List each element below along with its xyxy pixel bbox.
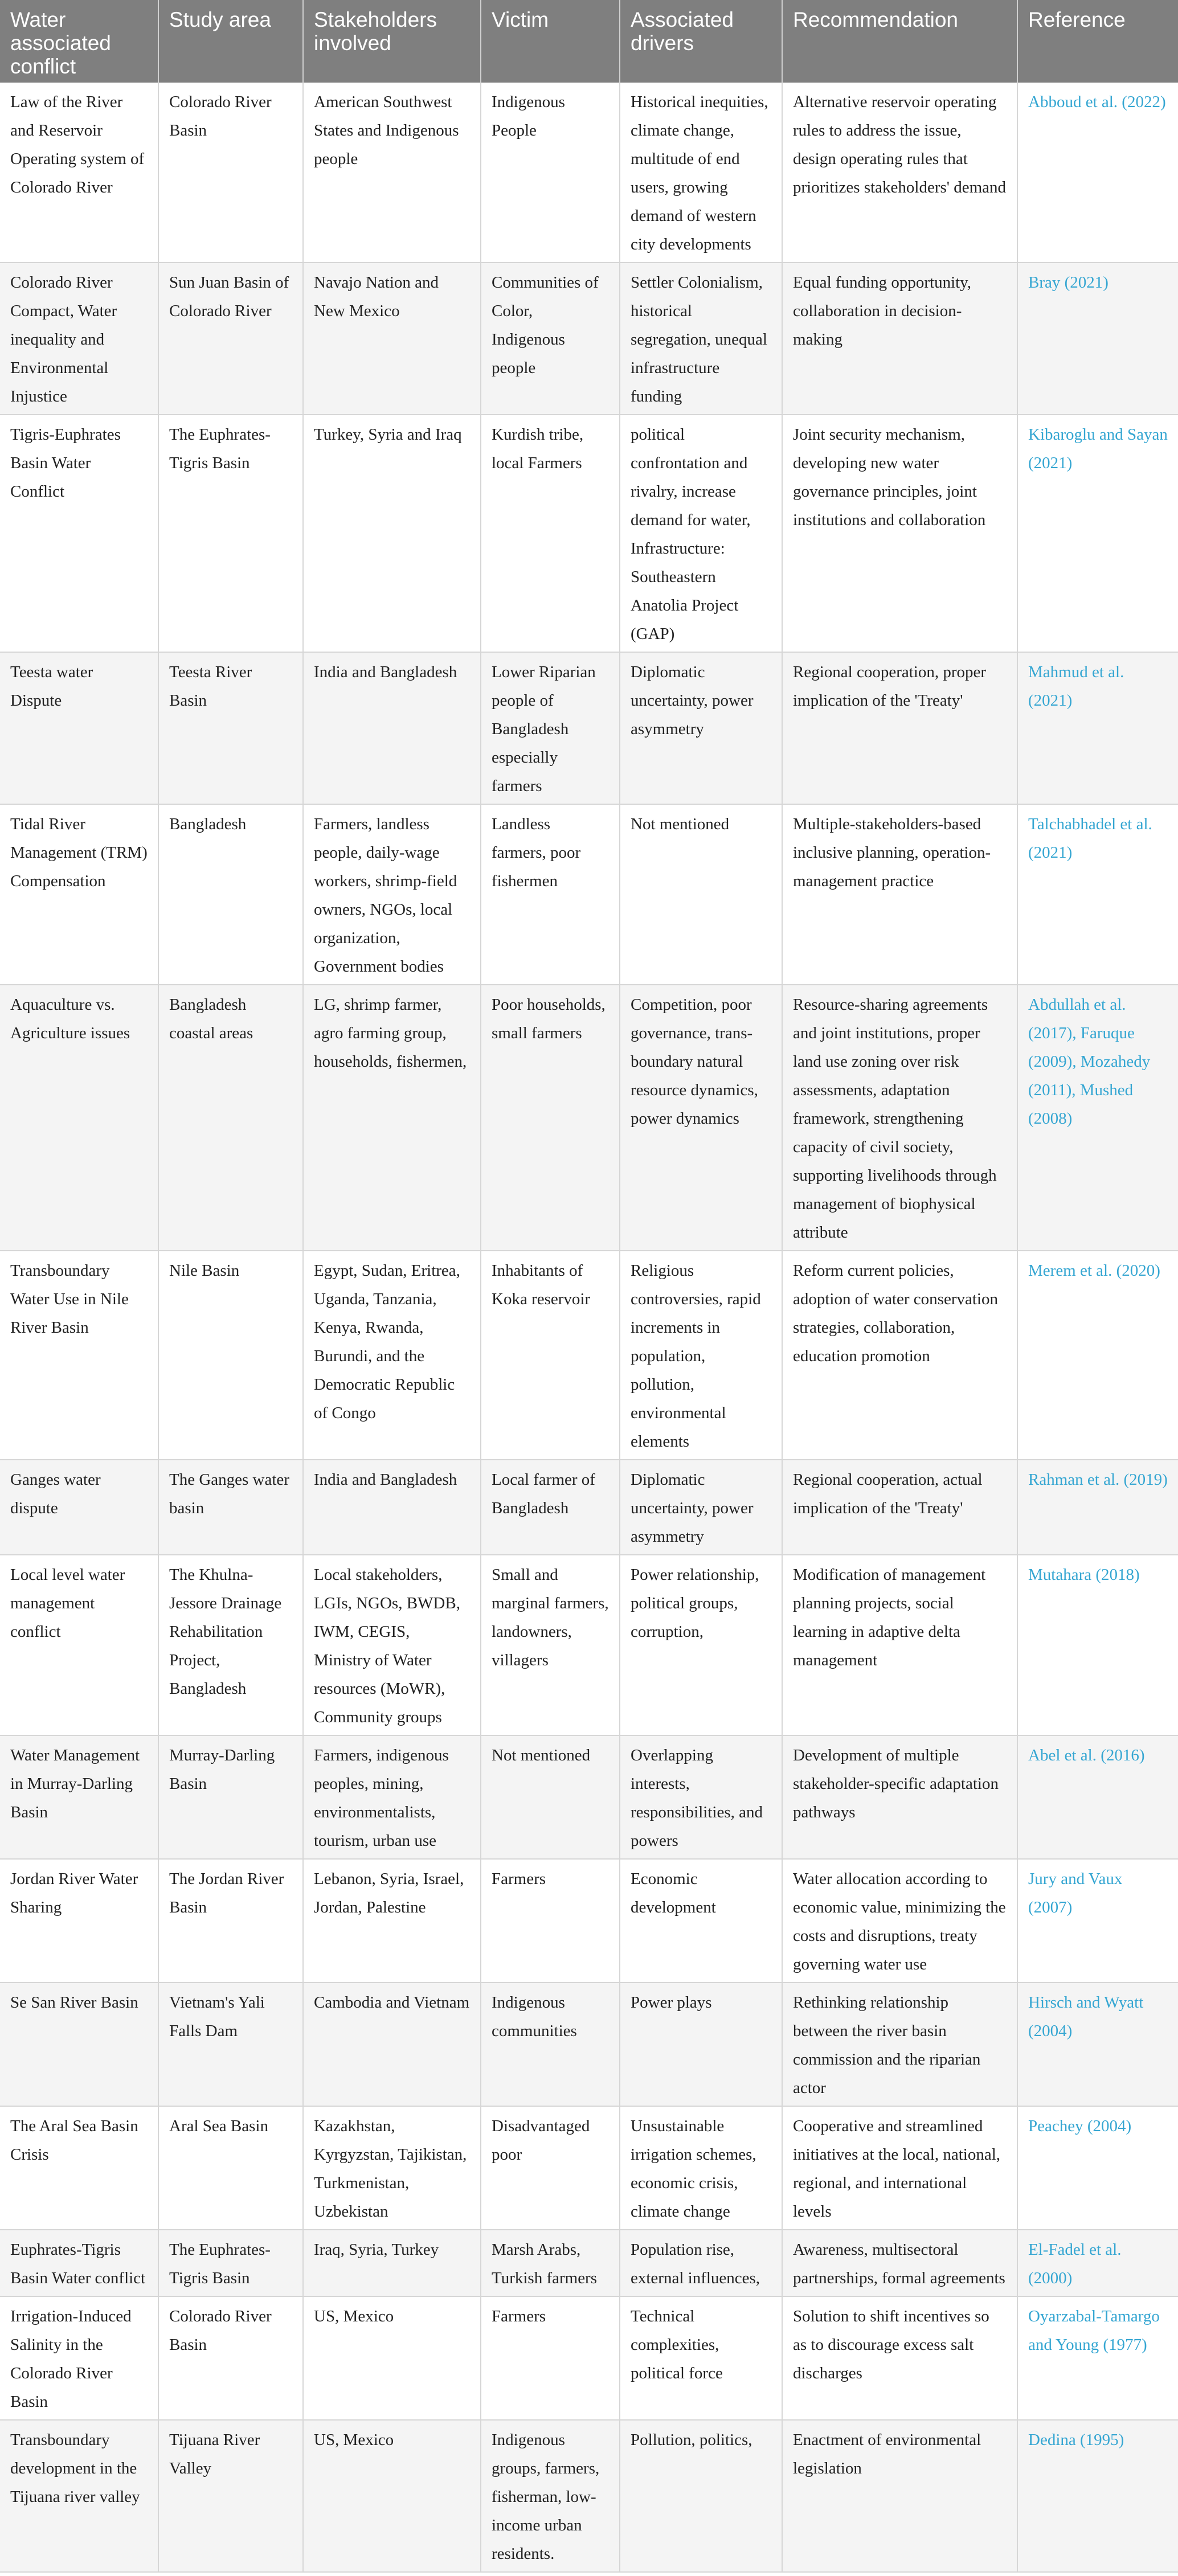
table-body: [0, 83, 1178, 2572]
study-area-cell: Vietnam's Yali Falls Dam: [158, 1983, 303, 2106]
table-row: [0, 2296, 1178, 2420]
recommendation-cell: Cooperative and streamlined initiatives at the local, national, regional, and international levels: [782, 2106, 1017, 2230]
drivers-cell: Historical inequities, climate change, multitude of end users, growing demand of western city developments: [620, 83, 782, 263]
header-study-area: Study area: [158, 0, 303, 83]
study-area-cell: The Euphrates-Tigris Basin: [158, 415, 303, 652]
table-row: [0, 2420, 1178, 2572]
victim-cell: Communities of Color, Indigenous people: [481, 263, 620, 415]
reference-link[interactable]: Hirsch and Wyatt (2004): [1017, 1983, 1178, 2106]
victim-cell: Small and marginal farmers, landowners, villagers: [481, 1555, 620, 1735]
table-row: [0, 652, 1178, 804]
study-area-cell: Colorado River Basin: [158, 2296, 303, 2420]
conflict-cell: Water Management in Murray-Darling Basin: [0, 1735, 158, 1859]
header-reference: Reference: [1017, 0, 1178, 83]
header-drivers: Associated drivers: [620, 0, 782, 83]
victim-cell: Landless farmers, poor fishermen: [481, 804, 620, 985]
study-area-cell: Murray-Darling Basin: [158, 1735, 303, 1859]
conflict-cell: Tidal River Management (TRM) Compensation: [0, 804, 158, 985]
drivers-cell: Settler Colonialism, historical segregation, unequal infrastructure funding: [620, 263, 782, 415]
conflict-cell: Transboundary development in the Tijuana river valley: [0, 2420, 158, 2572]
stakeholders-cell: India and Bangladesh: [303, 652, 481, 804]
victim-cell: Indigenous People: [481, 83, 620, 263]
stakeholders-cell: Kazakhstan, Kyrgyzstan, Tajikistan, Turkmenistan, Uzbekistan: [303, 2106, 481, 2230]
reference-link[interactable]: Kibaroglu and Sayan (2021): [1017, 415, 1178, 652]
stakeholders-cell: Farmers, indigenous peoples, mining, environmentalists, tourism, urban use: [303, 1735, 481, 1859]
study-area-cell: Sun Juan Basin of Colorado River: [158, 263, 303, 415]
recommendation-cell: Joint security mechanism, developing new water governance principles, joint institutions and collaboration: [782, 415, 1017, 652]
recommendation-cell: Enactment of environmental legislation: [782, 2420, 1017, 2572]
header-row: [0, 0, 1178, 83]
recommendation-cell: Water allocation according to economic value, minimizing the costs and disruptions, treaty governing water use: [782, 1859, 1017, 1983]
study-area-cell: Bangladesh: [158, 804, 303, 985]
drivers-cell: Religious controversies, rapid increments in population, pollution, environmental elements: [620, 1251, 782, 1460]
reference-link[interactable]: Abboud et al. (2022): [1017, 83, 1178, 263]
recommendation-cell: Development of multiple stakeholder-specific adaptation pathways: [782, 1735, 1017, 1859]
study-area-cell: Teesta River Basin: [158, 652, 303, 804]
conflict-cell: Law of the River and Reservoir Operating system of Colorado River: [0, 83, 158, 263]
recommendation-cell: Solution to shift incentives so as to discourage excess salt discharges: [782, 2296, 1017, 2420]
conflict-cell: Jordan River Water Sharing: [0, 1859, 158, 1983]
header-conflict: Water associated conflict: [0, 0, 158, 83]
recommendation-cell: Resource-sharing agreements and joint institutions, proper land use zoning over risk assessments, adaptation framework, strengthening capacity of civil society, supporting livelihoods through management of biophysical attribute: [782, 985, 1017, 1251]
study-area-cell: Bangladesh coastal areas: [158, 985, 303, 1251]
drivers-cell: Economic development: [620, 1859, 782, 1983]
reference-link[interactable]: Mutahara (2018): [1017, 1555, 1178, 1735]
recommendation-cell: Multiple-stakeholders-based inclusive planning, operation-management practice: [782, 804, 1017, 985]
table-row: [0, 1735, 1178, 1859]
recommendation-cell: Reform current policies, adoption of water conservation strategies, collaboration, education promotion: [782, 1251, 1017, 1460]
stakeholders-cell: Turkey, Syria and Iraq: [303, 415, 481, 652]
study-area-cell: The Ganges water basin: [158, 1460, 303, 1555]
drivers-cell: Population rise, external influences,: [620, 2230, 782, 2296]
victim-cell: Kurdish tribe, local Farmers: [481, 415, 620, 652]
conflict-cell: Se San River Basin: [0, 1983, 158, 2106]
conflict-cell: Colorado River Compact, Water inequality and Environmental Injustice: [0, 263, 158, 415]
table-row: [0, 415, 1178, 652]
conflict-cell: Euphrates-Tigris Basin Water conflict: [0, 2230, 158, 2296]
reference-link[interactable]: Rahman et al. (2019): [1017, 1460, 1178, 1555]
stakeholders-cell: Cambodia and Vietnam: [303, 1983, 481, 2106]
study-area-cell: The Jordan River Basin: [158, 1859, 303, 1983]
stakeholders-cell: US, Mexico: [303, 2420, 481, 2572]
drivers-cell: political confrontation and rivalry, increase demand for water, Infrastructure: Southeastern Anatolia Project (GAP): [620, 415, 782, 652]
conflict-cell: Tigris-Euphrates Basin Water Conflict: [0, 415, 158, 652]
recommendation-cell: Rethinking relationship between the river basin commission and the riparian actor: [782, 1983, 1017, 2106]
study-area-cell: Colorado River Basin: [158, 83, 303, 263]
stakeholders-cell: Egypt, Sudan, Eritrea, Uganda, Tanzania, Kenya, Rwanda, Burundi, and the Democratic Republic of Congo: [303, 1251, 481, 1460]
study-area-cell: Aral Sea Basin: [158, 2106, 303, 2230]
conflict-cell: The Aral Sea Basin Crisis: [0, 2106, 158, 2230]
reference-link[interactable]: Abel et al. (2016): [1017, 1735, 1178, 1859]
victim-cell: Not mentioned: [481, 1735, 620, 1859]
reference-link[interactable]: Abdullah et al. (2017), Faruque (2009), Mozahedy (2011), Mushed (2008): [1017, 985, 1178, 1251]
conflict-cell: Irrigation-Induced Salinity in the Colorado River Basin: [0, 2296, 158, 2420]
study-area-cell: Tijuana River Valley: [158, 2420, 303, 2572]
header-victim: Victim: [481, 0, 620, 83]
recommendation-cell: Alternative reservoir operating rules to address the issue, design operating rules that prioritizes stakeholders' demand: [782, 83, 1017, 263]
stakeholders-cell: US, Mexico: [303, 2296, 481, 2420]
table-row: [0, 1983, 1178, 2106]
drivers-cell: Power plays: [620, 1983, 782, 2106]
victim-cell: Farmers: [481, 1859, 620, 1983]
drivers-cell: Power relationship, political groups, corruption,: [620, 1555, 782, 1735]
stakeholders-cell: Lebanon, Syria, Israel, Jordan, Palestine: [303, 1859, 481, 1983]
table-row: [0, 804, 1178, 985]
reference-link[interactable]: Talchabhadel et al. (2021): [1017, 804, 1178, 985]
recommendation-cell: Regional cooperation, actual implication of the 'Treaty': [782, 1460, 1017, 1555]
study-area-cell: Nile Basin: [158, 1251, 303, 1460]
table-header: [0, 0, 1178, 83]
victim-cell: Marsh Arabs, Turkish farmers: [481, 2230, 620, 2296]
reference-link[interactable]: Oyarzabal-Tamargo and Young (1977): [1017, 2296, 1178, 2420]
recommendation-cell: Equal funding opportunity, collaboration in decision-making: [782, 263, 1017, 415]
reference-link[interactable]: El-Fadel et al. (2000): [1017, 2230, 1178, 2296]
table-row: [0, 2230, 1178, 2296]
table-row: [0, 2106, 1178, 2230]
recommendation-cell: Modification of management planning projects, social learning in adaptive delta management: [782, 1555, 1017, 1735]
table-row: [0, 1460, 1178, 1555]
conflict-cell: Local level water management conflict: [0, 1555, 158, 1735]
table-row: [0, 1859, 1178, 1983]
conflict-cell: Transboundary Water Use in Nile River Basin: [0, 1251, 158, 1460]
stakeholders-cell: India and Bangladesh: [303, 1460, 481, 1555]
study-area-cell: The Euphrates-Tigris Basin: [158, 2230, 303, 2296]
stakeholders-cell: Farmers, landless people, daily-wage workers, shrimp-field owners, NGOs, local organization, Government bodies: [303, 804, 481, 985]
drivers-cell: Diplomatic uncertainty, power asymmetry: [620, 652, 782, 804]
victim-cell: Farmers: [481, 2296, 620, 2420]
stakeholders-cell: American Southwest States and Indigenous people: [303, 83, 481, 263]
recommendation-cell: Regional cooperation, proper implication of the 'Treaty': [782, 652, 1017, 804]
drivers-cell: Unsustainable irrigation schemes, economic crisis, climate change: [620, 2106, 782, 2230]
conflict-cell: Ganges water dispute: [0, 1460, 158, 1555]
recommendation-cell: Awareness, multisectoral partnerships, formal agreements: [782, 2230, 1017, 2296]
table-row: [0, 83, 1178, 263]
study-area-cell: The Khulna-Jessore Drainage Rehabilitation Project, Bangladesh: [158, 1555, 303, 1735]
drivers-cell: Diplomatic uncertainty, power asymmetry: [620, 1460, 782, 1555]
reference-link[interactable]: Dedina (1995): [1017, 2420, 1178, 2572]
drivers-cell: Not mentioned: [620, 804, 782, 985]
stakeholders-cell: Local stakeholders, LGIs, NGOs, BWDB, IWM, CEGIS, Ministry of Water resources (MoWR), Community groups: [303, 1555, 481, 1735]
table-row: [0, 985, 1178, 1251]
reference-link[interactable]: Peachey (2004): [1017, 2106, 1178, 2230]
drivers-cell: Overlapping interests, responsibilities, and powers: [620, 1735, 782, 1859]
table-row: [0, 263, 1178, 415]
header-recommendation: Recommendation: [782, 0, 1017, 83]
header-stakeholders: Stakeholders involved: [303, 0, 481, 83]
stakeholders-cell: Navajo Nation and New Mexico: [303, 263, 481, 415]
victim-cell: Inhabitants of Koka reservoir: [481, 1251, 620, 1460]
reference-link[interactable]: Jury and Vaux (2007): [1017, 1859, 1178, 1983]
reference-link[interactable]: Mahmud et al. (2021): [1017, 652, 1178, 804]
table-row: [0, 1555, 1178, 1735]
drivers-cell: Pollution, politics,: [620, 2420, 782, 2572]
drivers-cell: Competition, poor governance, trans-boundary natural resource dynamics, power dynamics: [620, 985, 782, 1251]
conflict-cell: Aquaculture vs. Agriculture issues: [0, 985, 158, 1251]
conflict-cell: Teesta water Dispute: [0, 652, 158, 804]
stakeholders-cell: Iraq, Syria, Turkey: [303, 2230, 481, 2296]
victim-cell: Indigenous groups, farmers, fisherman, low-income urban residents.: [481, 2420, 620, 2572]
victim-cell: Local farmer of Bangladesh: [481, 1460, 620, 1555]
victim-cell: Poor households, small farmers: [481, 985, 620, 1251]
drivers-cell: Technical complexities, political force: [620, 2296, 782, 2420]
victim-cell: Disadvantaged poor: [481, 2106, 620, 2230]
table-row: [0, 1251, 1178, 1460]
victim-cell: Lower Riparian people of Bangladesh especially farmers: [481, 652, 620, 804]
reference-link[interactable]: Bray (2021): [1017, 263, 1178, 415]
stakeholders-cell: LG, shrimp farmer, agro farming group, households, fishermen,: [303, 985, 481, 1251]
reference-link[interactable]: Merem et al. (2020): [1017, 1251, 1178, 1460]
victim-cell: Indigenous communities: [481, 1983, 620, 2106]
